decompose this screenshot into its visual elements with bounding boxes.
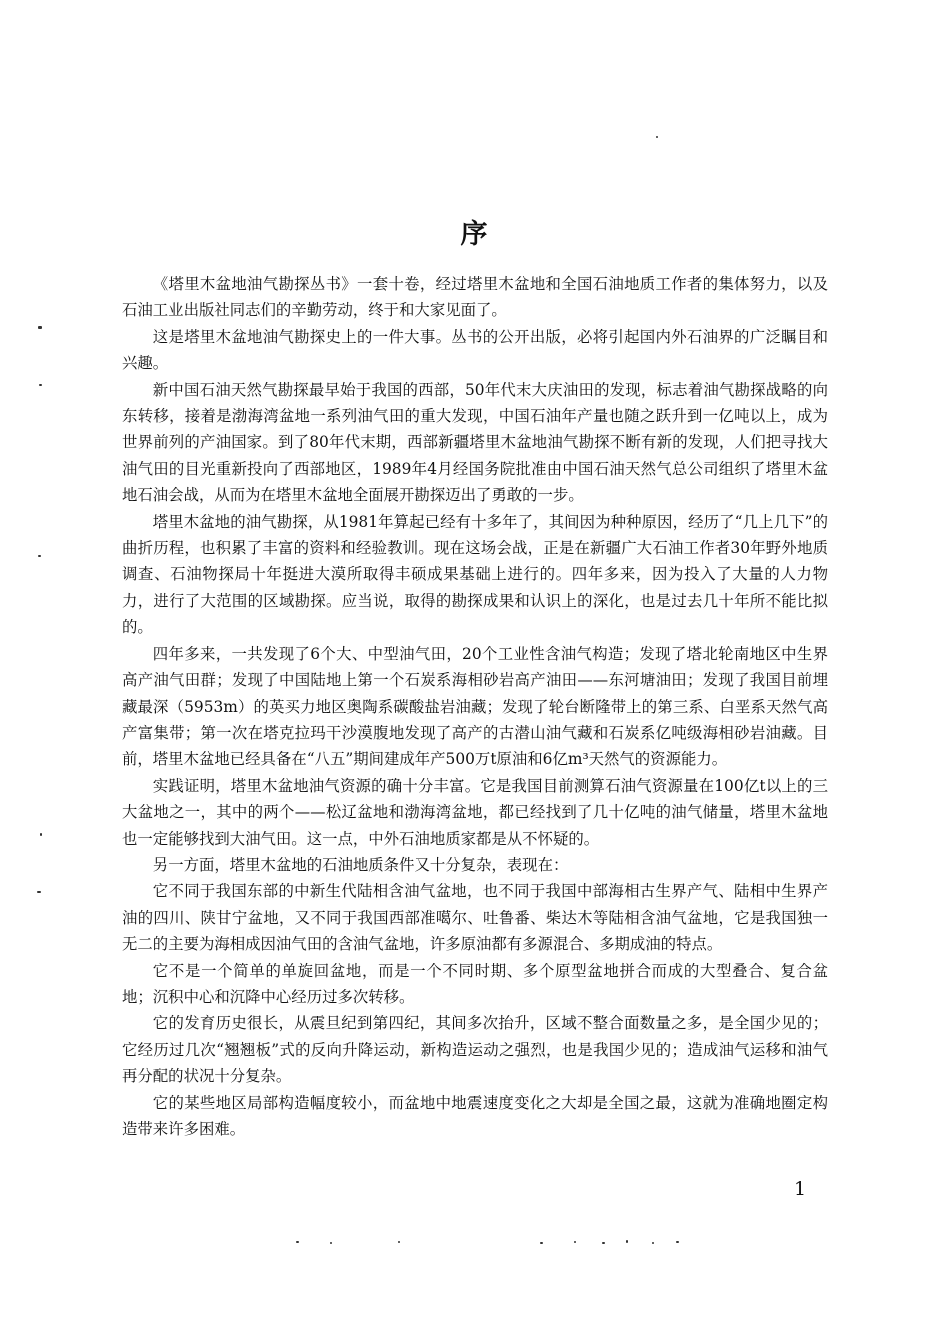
paragraph: 这是塔里木盆地油气勘探史上的一件大事。丛书的公开出版，必将引起国内外石油界的广泛瞩目和兴趣。 <box>122 327 828 373</box>
paragraph: 四年多来，一共发现了6个大、中型油气田，20个工业性含油气构造；发现了塔北轮南地区中生界高产油气田群；发现了中国陆地上第一个石炭系海相砂岩高产油田——东河塘油田；发现了我国目前埋藏最深（5953m）的英买力地区奥陶系碳酸盐岩油藏；发现了轮台断隆带上的第三系、白垩系天然气高产富集带；第一次在塔克拉玛干沙漠腹地发现了高产的古潜山油气藏和石炭系亿吨级海相砂岩油藏。目前，塔里木盆地已经具备在“八五”期间建成年产500万t原油和6亿m³天然气的资源能力。 <box>122 644 828 769</box>
scan-speck <box>540 1242 543 1244</box>
paragraph: 实践证明，塔里木盆地油气资源的确十分丰富。它是我国目前测算石油气资源量在100亿t以上的三大盆地之一，其中的两个——松辽盆地和渤海湾盆地，都已经找到了几十亿吨的油气储量，塔里木盆地也一定能够找到大油气田。这一点，中外石油地质家都是从不怀疑的。 <box>122 776 828 848</box>
scan-speck <box>37 891 41 893</box>
paragraph: 另一方面，塔里木盆地的石油地质条件又十分复杂，表现在： <box>152 855 569 874</box>
scan-speck <box>676 1241 679 1243</box>
paragraph: 它的某些地区局部构造幅度较小，而盆地中地震速度变化之大却是全国之最，这就为准确地圈定构造带来许多困难。 <box>122 1093 828 1138</box>
paragraph: 它不同于我国东部的中新生代陆相含油气盆地，也不同于我国中部海相古生界产气、陆相中生界产油的四川、陕甘宁盆地，又不同于我国西部准噶尔、吐鲁番、柴达木等陆相含油气盆地，它是我国独一无二的主要为海相成因油气田的含油气盆地，许多原油都有多源混合、多期成油的特点。 <box>122 882 828 954</box>
scan-speck <box>40 833 42 836</box>
paragraph: 它的发育历史很长，从震旦纪到第四纪，其间多次抬升，区域不整合面数量之多，是全国少见的；它经历过几次“翘翘板”式的反向升降运动，新构造运动之强烈，也是我国少见的；造成油气运移和油气再分配的状况十分复杂。 <box>122 1014 828 1086</box>
scan-speck <box>38 555 41 557</box>
paragraph: 新中国石油天然气勘探最早始于我国的西部，50年代末大庆油田的发现，标志着油气勘探战略的向东转移，接着是渤海湾盆地一系列油气田的重大发现，中国石油年产量也随之跃升到一亿吨以上，成为世界前列的产油国家。到了80年代末期，西部新疆塔里木盆地油气勘探不断有新的发现，人们把寻找大油气田的目光重新投向了西部地区，1989年4月经国务院批准由中国石油天然气总公司组织了塔里木盆地石油会战，从而为在塔里木盆地全面展开勘探迈出了勇敢的一步。 <box>122 380 828 505</box>
scan-speck <box>296 1241 299 1243</box>
paragraph: 塔里木盆地的油气勘探，从1981年算起已经有十多年了，其间因为种种原因，经历了“几上几下”的曲折历程，也积累了丰富的资料和经验教训。现在这场会战，正是在新疆广大石油工作者30年野外地质调查、石油物探局十年挺进大漠所取得丰硕成果基础上进行的。四年多来，因为投入了大量的人力物力，进行了大范围的区域勘探。应当说，取得的勘探成果和认识上的深化，也是过去几十年所不能比拟的。 <box>122 512 828 637</box>
scan-speck <box>330 1242 332 1244</box>
scan-speck <box>652 1242 654 1244</box>
scan-speck <box>574 1241 576 1243</box>
scan-speck <box>656 136 658 138</box>
page-title: 序 <box>460 219 490 250</box>
scan-speck <box>602 1242 605 1244</box>
paragraph: 《塔里木盆地油气勘探丛书》一套十卷，经过塔里木盆地和全国石油地质工作者的集体努力，以及石油工业出版社同志们的辛勤劳动，终于和大家见面了。 <box>122 275 828 320</box>
scan-speck <box>38 326 42 329</box>
paragraph: 它不是一个简单的单旋回盆地，而是一个不同时期、多个原型盆地拼合而成的大型叠合、复合盆地；沉积中心和沉降中心经历过多次转移。 <box>122 961 828 1006</box>
scan-speck <box>39 384 42 386</box>
scan-speck <box>626 1240 628 1243</box>
body-text <box>122 271 828 1142</box>
scan-speck <box>398 1241 400 1243</box>
page-number: 1 <box>794 1178 807 1200</box>
